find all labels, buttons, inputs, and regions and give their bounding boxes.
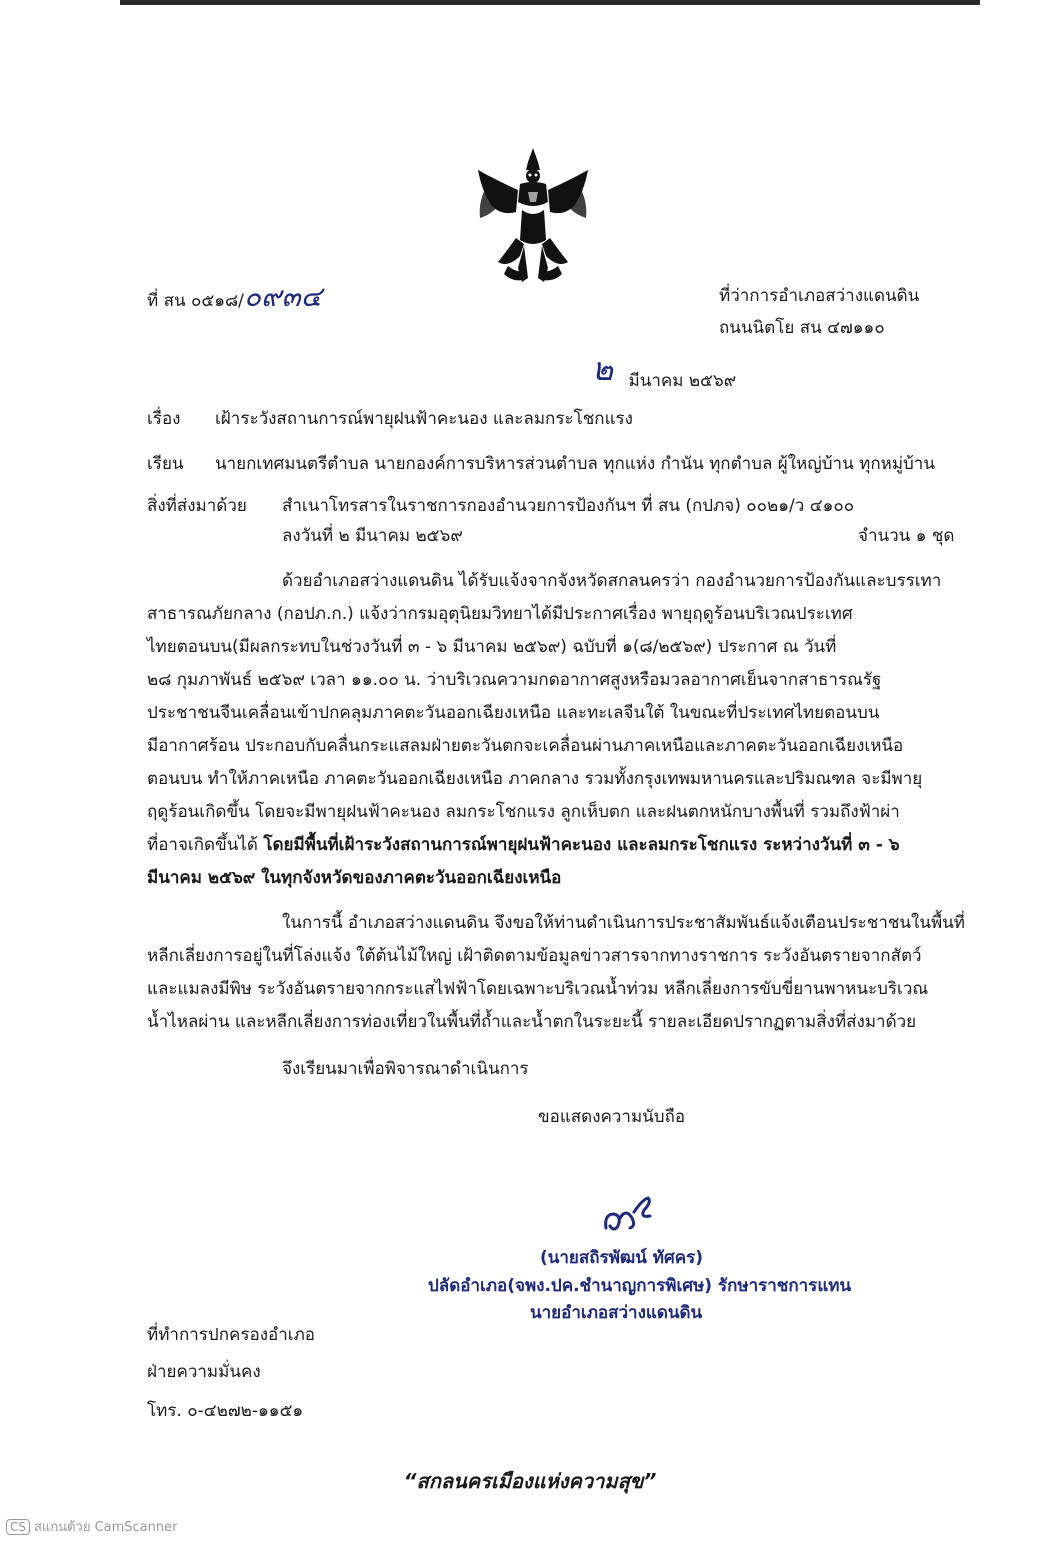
- para1-line: ฤดูร้อนเกิดขึ้น โดยจะมีพายุฝนฟ้าคะนอง ลมกระโชกแรง ลูกเห็บตก และฝนตกหนักบางพื้นที่ รวมถึงฟ้าผ่า: [147, 802, 900, 822]
- office-address: ถนนนิตโย สน ๔๗๑๑๐: [719, 318, 885, 338]
- contact-phone: โทร. ๐-๔๒๗๒-๑๑๕๑: [147, 1401, 304, 1421]
- para1-line: ประชาชนจีนเคลื่อนเข้าปกคลุมภาคตะวันออกเฉียงเหนือ และทะเลจีนใต้ ในขณะที่ประเทศไทยตอนบน: [147, 703, 880, 723]
- signatory-position-acting-for: นายอำเภอสว่างแดนดิน: [530, 1303, 703, 1323]
- para1-line9-bold: โดยมีพื้นที่เฝ้าระวังสถานการณ์พายุฝนฟ้าคะนอง และลมกระโชกแรง ระหว่างวันที่ ๓ - ๖: [263, 835, 900, 855]
- signatory-position: ปลัดอำเภอ(จพง.ปค.ชำนาญการพิเศษ) รักษาราชการแทน: [428, 1276, 852, 1296]
- province-slogan: “สกลนครเมืองแห่งความสุข”: [403, 1469, 657, 1493]
- para1-line: มีอากาศร้อน ประกอบกับคลื่นกระแสลมฝ่ายตะวันตกจะเคลื่อนผ่านภาคเหนือและภาคตะวันออกเฉียงเหนือ: [147, 736, 904, 756]
- scanner-text: สแกนด้วย CamScanner: [34, 1520, 178, 1535]
- enclosure-label: สิ่งที่ส่งมาด้วย: [147, 496, 247, 516]
- camscanner-icon: CS: [6, 1519, 30, 1535]
- para2-line: หลีกเลี่ยงการอยู่ในที่โล่งแจ้ง ใต้ต้นไม้ใหญ่ เฝ้าติดตามข้อมูลข่าวสารจากทางราชการ ระวังอันตรายจากสัตว์: [147, 946, 922, 966]
- para1-line: ด้วยอำเภอสว่างแดนดิน ได้รับแจ้งจากจังหวัดสกลนครว่า กองอำนวยการป้องกันและบรรเทา: [282, 571, 942, 591]
- contact-department: ที่ทำการปกครองอำเภอ: [147, 1325, 316, 1345]
- salutation: ขอแสดงความนับถือ: [538, 1107, 686, 1127]
- para1-line: ตอนบน ทำให้ภาคเหนือ ภาคตะวันออกเฉียงเหนือ ภาคกลาง รวมทั้งกรุงเทพมหานครและปริมณฑล จะมีพายุ: [147, 769, 923, 789]
- date-month-year: มีนาคม ๒๕๖๙: [628, 371, 737, 391]
- para1-line10-bold: มีนาคม ๒๕๖๙ ในทุกจังหวัดของภาคตะวันออกเฉียงเหนือ: [147, 868, 562, 888]
- closing-request: จึงเรียนมาเพื่อพิจารณาดำเนินการ: [282, 1059, 529, 1079]
- recipient-label: เรียน: [147, 454, 184, 474]
- para2-line: ในการนี้ อำเภอสว่างแดนดิน จึงขอให้ท่านดำเนินการประชาสัมพันธ์แจ้งเตือนประชาชนในพื้นที่: [282, 913, 966, 933]
- para1-line: ไทยตอนบน(มีผลกระทบในช่วงวันที่ ๓ - ๖ มีนาคม ๒๕๖๙) ฉบับที่ ๑(๘/๒๕๖๙) ประกาศ ณ วันที่: [147, 637, 837, 657]
- reference-label: ที่ สน ๐๕๑๘/: [147, 291, 244, 311]
- reference-number: [147, 280, 322, 313]
- recipient-text: นายกเทศมนตรีตำบล นายกองค์การบริหารส่วนตำบล ทุกแห่ง กำนัน ทุกตำบล ผู้ใหญ่บ้าน ทุกหมู่บ้าน: [215, 454, 935, 474]
- subject-label: เรื่อง: [147, 409, 181, 429]
- signatory-name: (นายสถิรพัฒน์ ทัศคร): [540, 1248, 704, 1268]
- letter-date: [592, 350, 737, 391]
- subject-text: เฝ้าระวังสถานการณ์พายุฝนฟ้าคะนอง และลมกระโชกแรง: [215, 409, 633, 429]
- enclosure-line2: ลงวันที่ ๒ มีนาคม ๒๕๖๙: [282, 526, 463, 546]
- para2-line: น้ำไหลผ่าน และหลีกเลี่ยงการท่องเที่ยวในพื้นที่ถ้ำและน้ำตกในระยะนี้ รายละเอียดปรากฏตามสิ่งที่ส่งมาด้วย: [147, 1012, 917, 1032]
- handwritten-signature: [596, 1188, 666, 1238]
- enclosure-line1: สำเนาโทรสารในราชการกองอำนวยการป้องกันฯ ที่ สน (กปภจ) ๐๐๒๑/ว ๔๑๐๐: [282, 496, 855, 516]
- scanner-watermark: [6, 1516, 177, 1537]
- para1-line: ๒๘ กุมภาพันธ์ ๒๕๖๙ เวลา ๑๑.๐๐ น. ว่าบริเวณความกดอากาศสูงหรือมวลอากาศเย็นจากสาธารณรัฐ: [147, 670, 882, 690]
- reference-handwritten-number: ๐๙๓๔: [243, 280, 322, 313]
- scan-top-edge: [120, 0, 980, 5]
- para2-line: และแมลงมีพิษ ระวังอันตรายจากกระแสไฟฟ้าโดยเฉพาะบริเวณน้ำท่วม หลีกเลี่ยงการขับขี่ยานพาหนะบริเวณ: [147, 979, 929, 999]
- contact-section: ฝ่ายความมั่นคง: [147, 1362, 261, 1382]
- para1-line-emphasis: [147, 835, 959, 855]
- office-name: ที่ว่าการอำเภอสว่างแดนดิน: [719, 286, 920, 306]
- garuda-emblem: [468, 140, 598, 290]
- para1-line9-normal: ที่อาจเกิดขึ้นได้: [147, 835, 264, 855]
- para1-line: สาธารณภัยกลาง (กอปภ.ก.) แจ้งว่ากรมอุตุนิยมวิทยาได้มีประกาศเรื่อง พายุฤดูร้อนบริเวณประเทศ: [147, 604, 853, 624]
- enclosure-quantity: จำนวน ๑ ชุด: [858, 526, 955, 546]
- date-day-handwritten: ๒: [592, 350, 614, 388]
